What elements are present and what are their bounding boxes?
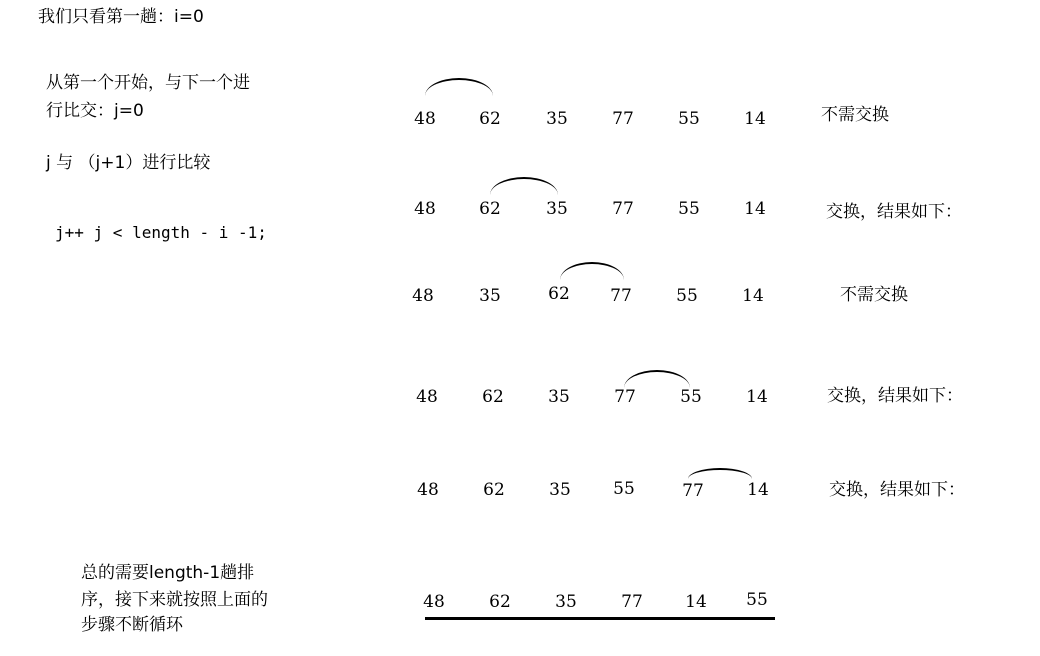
array-value: 14 (744, 199, 766, 219)
array-value: 62 (489, 592, 511, 612)
array-value: 14 (744, 109, 766, 129)
array-value: 62 (483, 480, 505, 500)
array-value: 62 (482, 387, 504, 407)
array-value: 35 (549, 480, 571, 500)
array-value: 35 (548, 387, 570, 407)
array-value: 77 (612, 199, 634, 219)
array-value: 77 (682, 481, 704, 501)
summary-line-1: 总的需要length-1趟排 (81, 563, 255, 583)
result-underline (425, 617, 775, 620)
array-value: 35 (555, 592, 577, 612)
array-value: 77 (612, 109, 634, 129)
step-result: 不需交换 (840, 285, 908, 305)
array-value: 62 (548, 284, 570, 304)
array-value: 48 (414, 199, 436, 219)
step-result: 交换，结果如下： (827, 386, 963, 406)
note-line-2: 行比交：j=0 (46, 101, 144, 121)
array-value: 48 (416, 387, 438, 407)
summary-line-3: 步骤不断循环 (81, 615, 183, 635)
array-value: 48 (412, 286, 434, 306)
array-value: 14 (747, 480, 769, 500)
step-result: 交换，结果如下： (829, 480, 965, 500)
array-value: 55 (613, 479, 635, 499)
array-value: 62 (479, 109, 501, 129)
array-value: 55 (676, 286, 698, 306)
note-line-1: 从第一个开始，与下一个进 (46, 73, 250, 93)
array-value: 55 (746, 590, 768, 610)
array-value: 62 (479, 199, 501, 219)
array-value: 35 (546, 199, 568, 219)
array-value: 14 (742, 286, 764, 306)
array-value: 35 (546, 109, 568, 129)
step-result: 交换，结果如下： (826, 202, 962, 222)
array-value: 14 (685, 592, 707, 612)
array-value: 77 (614, 387, 636, 407)
step-result: 不需交换 (821, 105, 889, 125)
array-value: 48 (423, 592, 445, 612)
array-value: 77 (610, 286, 632, 306)
array-value: 77 (621, 592, 643, 612)
array-value: 55 (678, 199, 700, 219)
array-value: 35 (479, 286, 501, 306)
array-value: 55 (678, 109, 700, 129)
note-line-4: j++ j < length - i -1; (55, 223, 267, 242)
summary-line-2: 序，接下来就按照上面的 (81, 590, 268, 610)
note-line-3: j 与 （j+1）进行比较 (46, 153, 211, 173)
array-value: 48 (414, 109, 436, 129)
array-value: 48 (417, 480, 439, 500)
page-title: 我们只看第一趟：i=0 (38, 7, 204, 27)
array-value: 14 (746, 387, 768, 407)
array-value: 55 (680, 387, 702, 407)
